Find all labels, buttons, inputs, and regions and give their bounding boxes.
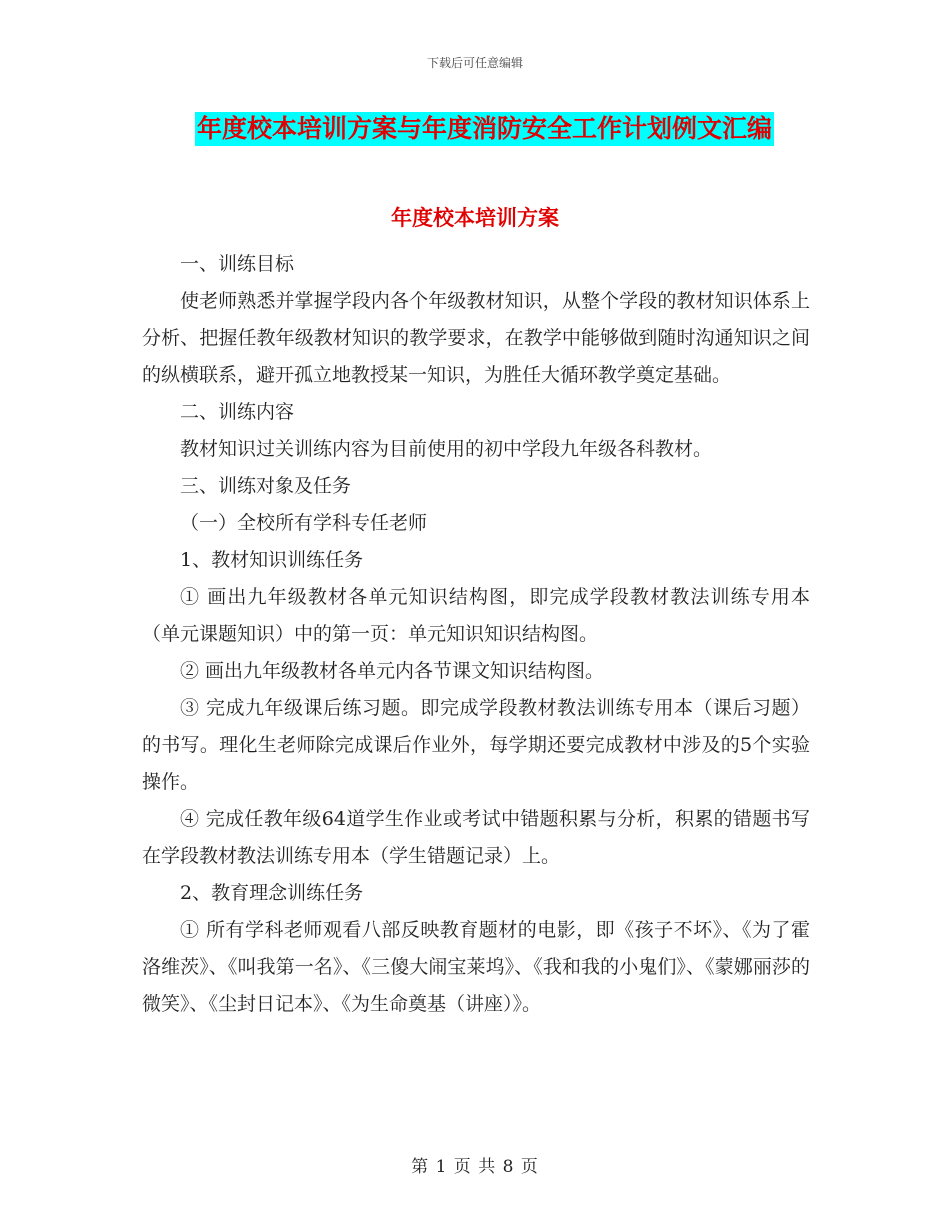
list-item-3: ③ 完成九年级课后练习题。即完成学段教材教法训练专用本（课后习题）的书写。理化生老师除完成课后作业外，每学期还要完成教材中涉及的5个实验操作。 bbox=[142, 697, 810, 793]
paragraph-content: 教材知识过关训练内容为目前使用的初中学段九年级各科教材。 bbox=[180, 438, 713, 460]
page-header-note: 下载后可任意编辑 bbox=[426, 56, 523, 70]
subheading-all-teachers: （一）全校所有学科专任老师 bbox=[180, 512, 428, 534]
paragraph-goal: 使老师熟悉并掌握学段内各个年级教材知识，从整个学段的教材知识体系上分析、把握任教年级教材知识的教学要求，在教学中能够做到随时沟通知识之间的纵横联系，避开孤立地教授某一知识，为胜任大循环教学奠定基础。 bbox=[142, 290, 810, 386]
section-title: 年度校本培训方案 bbox=[391, 206, 559, 230]
list-item-2: ② 画出九年级教材各单元内各节课文知识结构图。 bbox=[180, 660, 605, 682]
subheading-philosophy-tasks: 2、教育理念训练任务 bbox=[180, 882, 364, 904]
list-item-4: ④ 完成任教年级64道学生作业或考试中错题积累与分析，积累的错题书写在学段教材教法训练专用本（学生错题记录）上。 bbox=[142, 808, 810, 867]
document-title: 年度校本培训方案与年度消防安全工作计划例文汇编 bbox=[195, 112, 774, 146]
list-item-1: ① 画出九年级教材各单元知识结构图，即完成学段教材教法训练专用本（单元课题知识）中的第一页：单元知识知识结构图。 bbox=[142, 586, 810, 645]
heading-targets: 三、训练对象及任务 bbox=[180, 475, 352, 497]
document-body bbox=[142, 246, 810, 1023]
heading-goal: 一、训练目标 bbox=[180, 253, 295, 275]
page-footer: 第 1 页 共 8 页 bbox=[411, 1157, 539, 1177]
heading-content: 二、训练内容 bbox=[180, 401, 295, 423]
list-item-movies: ① 所有学科老师观看八部反映教育题材的电影，即《孩子不坏》、《为了霍洛维茨》、《叫我第一名》、《三傻大闹宝莱坞》、《我和我的小鬼们》、《蒙娜丽莎的微笑》、《尘封日记本》、《为生命奠基（讲座）》。 bbox=[142, 919, 810, 1015]
subheading-textbook-tasks: 1、教材知识训练任务 bbox=[180, 549, 364, 571]
